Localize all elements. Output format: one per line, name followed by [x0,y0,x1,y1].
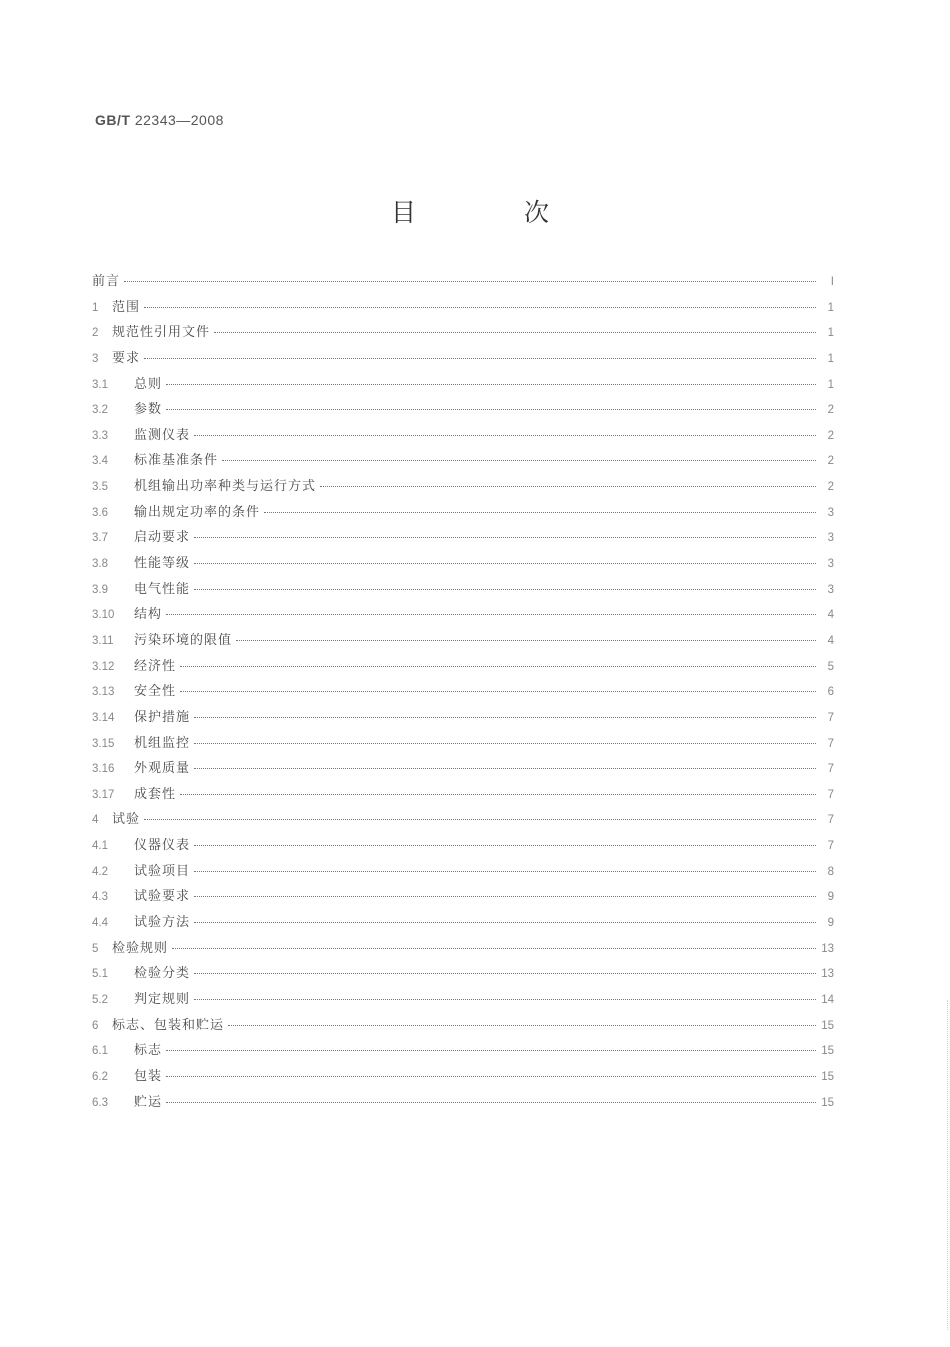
toc-entry-page: I [830,276,834,288]
scan-edge-marks [944,1000,948,1330]
toc-entry[interactable] [92,1065,834,1091]
toc-entry[interactable] [92,808,834,834]
toc-entry[interactable] [92,706,834,732]
toc-entry[interactable] [92,655,834,681]
toc-entry[interactable] [92,296,834,322]
toc-entry-page: 1 [827,378,834,391]
toc-entry[interactable] [92,629,834,655]
toc-entry-label: 外观质量 [134,761,191,777]
toc-dot-leader [194,435,816,436]
toc-entry[interactable] [92,449,834,475]
toc-entry-page: 3 [827,583,834,596]
toc-entry[interactable] [92,552,834,578]
toc-entry-number: 4 [92,814,99,827]
toc-entry[interactable] [92,398,834,424]
toc-entry-page: 7 [827,788,834,801]
toc-entry-number: 3 [92,352,99,365]
toc-entry-page: 15 [821,1070,834,1083]
toc-entry[interactable] [92,885,834,911]
toc-entry-page: 2 [827,429,834,442]
toc-dot-leader [194,537,816,538]
toc-entry-label: 结构 [134,607,163,623]
standard-number: 22343—2008 [134,112,224,128]
toc-entry-page: 3 [827,558,834,571]
toc-dot-leader [144,819,816,820]
toc-entry-number: 6.2 [92,1070,108,1083]
toc-entry-label: 标准基准条件 [134,453,219,469]
toc-entry-number: 3.5 [92,481,108,494]
toc-dot-leader [194,973,816,974]
toc-entry-page: 6 [827,686,834,699]
toc-entry-label: 总则 [134,376,163,392]
toc-entry-label: 输出规定功率的条件 [134,504,261,520]
toc-entry[interactable] [92,860,834,886]
toc-entry-label: 参数 [134,402,163,418]
toc-entry-number: 3.9 [92,583,108,596]
toc-entry[interactable] [92,526,834,552]
toc-dot-leader [180,666,816,667]
toc-entry-number: 3.11 [92,634,114,647]
toc-dot-leader [166,1050,816,1051]
toc-dot-leader [166,614,816,615]
toc-entry-label: 贮运 [134,1094,163,1110]
toc-entry-label: 机组输出功率种类与运行方式 [134,479,317,495]
toc-entry-page: 7 [827,763,834,776]
toc-entry-number: 3.3 [92,429,108,442]
toc-entry[interactable] [92,501,834,527]
toc-entry-page: 1 [827,352,834,365]
toc-entry-number: 3.12 [92,660,115,673]
toc-entry-page: 15 [821,1045,834,1058]
toc-entry-label: 电气性能 [134,581,191,597]
toc-dot-leader [320,486,816,487]
toc-entry-number: 2 [92,327,99,340]
toc-entry[interactable] [92,1091,834,1117]
toc-dot-leader [236,640,816,641]
toc-dot-leader [194,589,816,590]
toc-entry-number: 3.6 [92,506,108,519]
toc-entry-label: 范围 [112,299,141,315]
toc-dot-leader [180,691,816,692]
toc-dot-leader [194,896,816,897]
toc-dot-leader [264,512,816,513]
toc-entry[interactable] [92,680,834,706]
toc-entry-number: 5.2 [92,993,108,1006]
toc-entry-label: 标志 [134,1043,163,1059]
toc-entry-page: 2 [827,404,834,417]
toc-entry-number: 4.4 [92,917,108,930]
toc-entry[interactable] [92,988,834,1014]
toc-dot-leader [144,358,816,359]
toc-entry-page: 7 [827,840,834,853]
toc-entry-label: 前言 [92,274,121,289]
toc-entry-label: 试验 [112,812,141,828]
standard-prefix: GB/T [95,112,131,128]
toc-entry[interactable] [92,321,834,347]
toc-entry-page: 5 [827,660,834,673]
toc-entry-page: 7 [827,737,834,750]
toc-entry-page: 3 [827,506,834,519]
toc-list [92,270,834,1116]
toc-entry-page: 13 [821,968,834,981]
toc-dot-leader [214,332,816,333]
toc-entry[interactable] [92,475,834,501]
toc-entry-page: 4 [827,609,834,622]
toc-entry-number: 3.13 [92,686,115,699]
toc-entry-number: 3.2 [92,404,108,417]
toc-entry-label: 标志、包装和贮运 [112,1017,225,1033]
toc-entry-label: 要求 [112,350,141,366]
toc-dot-leader [166,384,816,385]
toc-entry-label: 检验规则 [112,940,169,956]
toc-dot-leader [194,717,816,718]
toc-entry-label: 检验分类 [134,966,191,982]
toc-entry-label: 监测仪表 [134,427,191,443]
toc-entry-number: 3.15 [92,737,115,750]
toc-entry-label: 保护措施 [134,709,191,725]
toc-entry[interactable] [92,347,834,373]
toc-dot-leader [144,307,816,308]
toc-entry-label: 成套性 [134,786,177,802]
toc-entry-label: 机组监控 [134,735,191,751]
toc-dot-leader [194,922,816,923]
toc-entry[interactable] [92,578,834,604]
toc-entry-number: 6.1 [92,1045,108,1058]
toc-entry-number: 3.17 [92,788,115,801]
toc-dot-leader [166,1102,816,1103]
toc-entry-page: 2 [827,455,834,468]
toc-entry-number: 3.14 [92,711,115,724]
toc-entry-label: 安全性 [134,684,177,700]
toc-entry[interactable] [92,603,834,629]
toc-entry-page: 7 [827,711,834,724]
toc-entry-page: 4 [827,634,834,647]
toc-entry[interactable] [92,834,834,860]
toc-entry-label: 经济性 [134,658,177,674]
toc-entry-number: 3.1 [92,378,108,391]
toc-entry-number: 3.4 [92,455,108,468]
toc-entry-label: 判定规则 [134,991,191,1007]
toc-entry-number: 6.3 [92,1096,108,1109]
toc-dot-leader [194,845,816,846]
toc-dot-leader [194,871,816,872]
toc-entry[interactable] [92,962,834,988]
toc-dot-leader [166,1076,816,1077]
toc-entry-label: 规范性引用文件 [112,325,211,341]
toc-entry-number: 3.7 [92,532,108,545]
toc-title: 目 次 [391,198,599,227]
toc-dot-leader [194,768,816,769]
toc-entry-page: 9 [827,917,834,930]
toc-dot-leader [180,794,816,795]
toc-entry-label: 包装 [134,1068,163,1084]
toc-dot-leader [194,999,816,1000]
toc-entry-label: 仪器仪表 [134,838,191,854]
toc-entry-number: 4.2 [92,865,108,878]
toc-entry-number: 3.10 [92,609,115,622]
toc-entry-number: 4.1 [92,840,108,853]
toc-entry-page: 2 [827,481,834,494]
toc-dot-leader [222,460,816,461]
toc-entry-number: 1 [92,301,99,314]
toc-entry[interactable] [92,270,834,296]
toc-entry-number: 5 [92,942,99,955]
toc-entry-page: 8 [827,865,834,878]
toc-entry[interactable] [92,937,834,963]
toc-entry-number: 5.1 [92,968,108,981]
toc-entry[interactable] [92,757,834,783]
toc-entry-label: 启动要求 [134,530,191,546]
toc-dot-leader [124,281,816,282]
toc-entry-label: 污染环境的限值 [134,632,233,648]
toc-entry[interactable] [92,424,834,450]
toc-entry-page: 13 [821,942,834,955]
toc-dot-leader [194,563,816,564]
toc-entry[interactable] [92,732,834,758]
toc-entry-number: 3.8 [92,558,108,571]
toc-entry[interactable] [92,911,834,937]
toc-dot-leader [228,1025,816,1026]
toc-entry-number: 6 [92,1019,99,1032]
toc-entry-label: 试验要求 [134,889,191,905]
toc-entry-page: 9 [827,891,834,904]
toc-entry[interactable] [92,373,834,399]
toc-entry-label: 试验方法 [134,915,191,931]
toc-entry[interactable] [92,1039,834,1065]
toc-entry-page: 1 [827,327,834,340]
toc-entry-page: 7 [827,814,834,827]
toc-entry[interactable] [92,783,834,809]
toc-entry-page: 1 [827,301,834,314]
toc-entry[interactable] [92,1014,834,1040]
toc-entry-label: 试验项目 [134,863,191,879]
toc-entry-page: 14 [821,993,834,1006]
standard-code [95,112,224,128]
toc-entry-page: 3 [827,532,834,545]
toc-dot-leader [194,743,816,744]
toc-entry-number: 3.16 [92,763,115,776]
toc-entry-number: 4.3 [92,891,108,904]
toc-dot-leader [166,409,816,410]
toc-entry-page: 15 [821,1019,834,1032]
toc-entry-page: 15 [821,1096,834,1109]
toc-dot-leader [172,948,816,949]
toc-entry-label: 性能等级 [134,556,191,572]
